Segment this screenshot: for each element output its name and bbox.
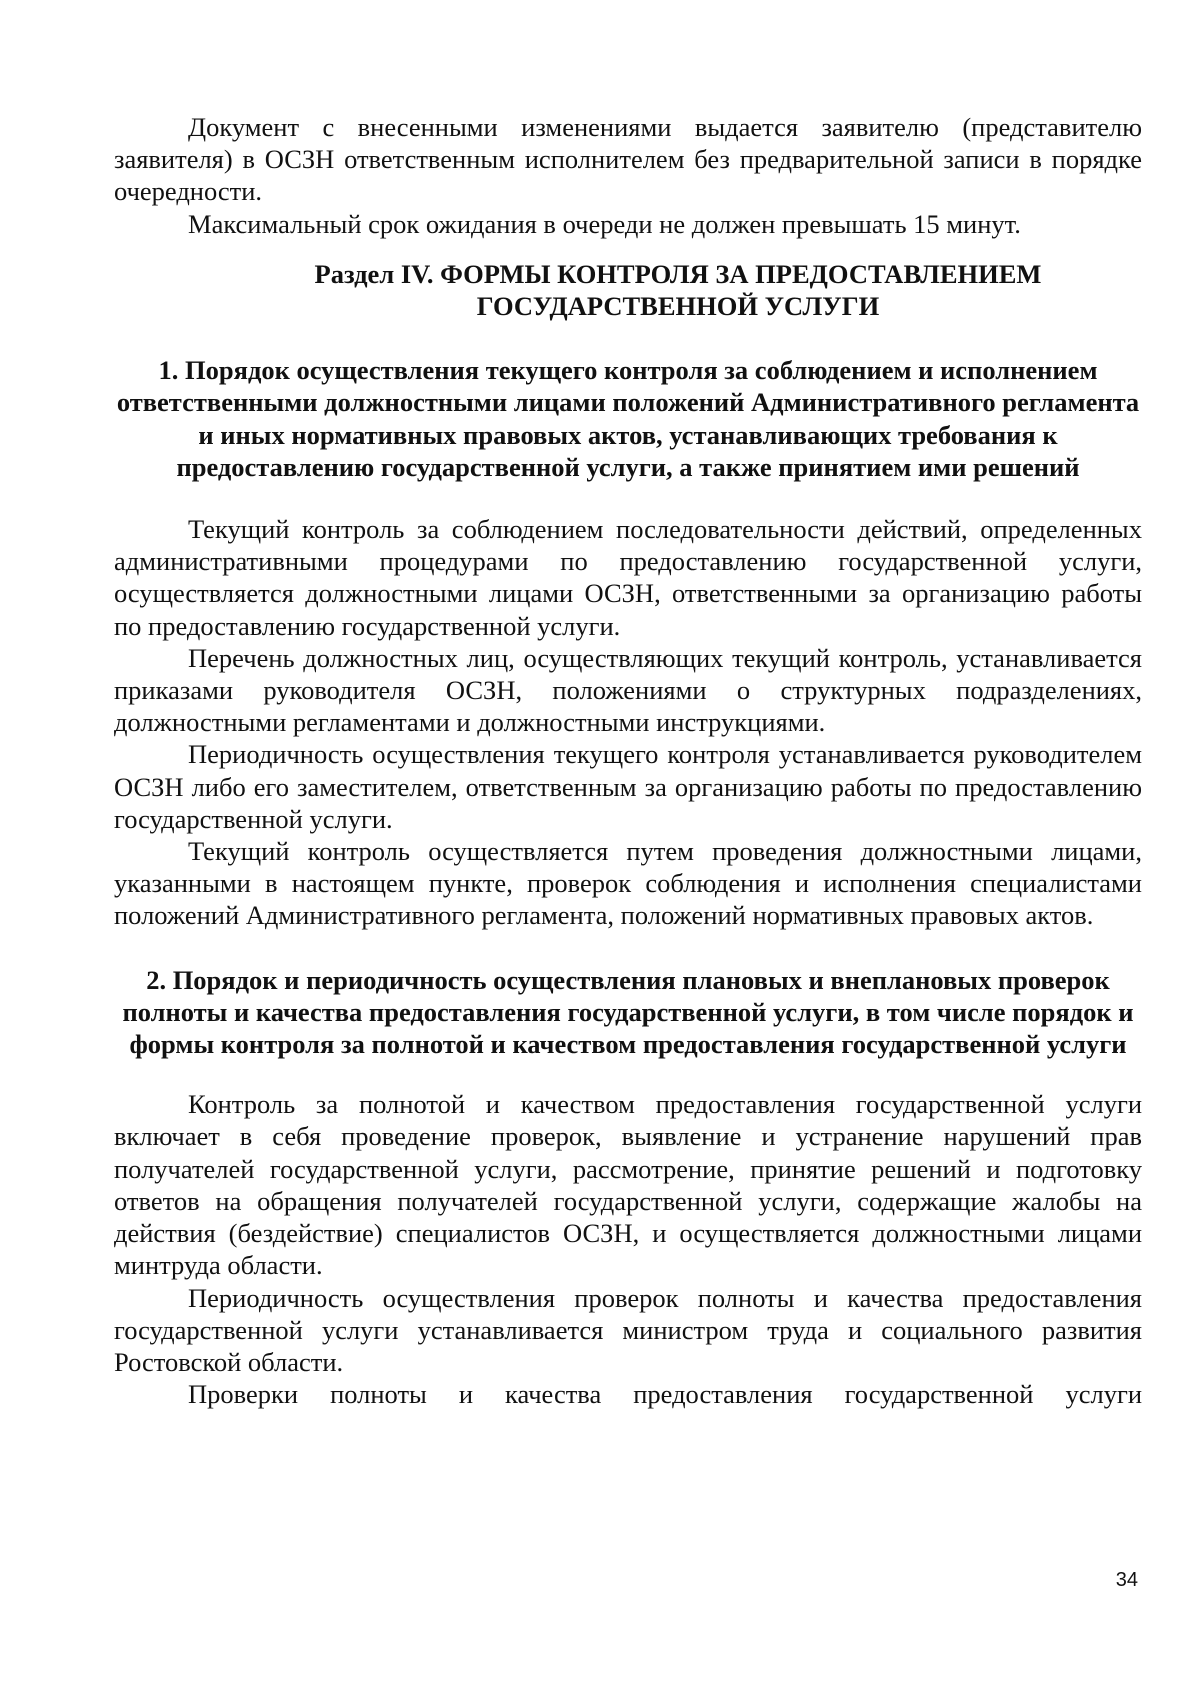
paragraph: Максимальный срок ожидания в очереди не должен превышать 15 минут.: [188, 208, 1021, 239]
page-content: [114, 111, 1142, 1410]
paragraph: Проверки полноты и качества предоставления государственной услуги: [188, 1379, 1142, 1410]
paragraph: Периодичность осуществления текущего контроля устанавливается руководителем ОСЗН либо его заместителем, ответственным за организацию работы по предоставлению государственной услуги.: [114, 739, 1142, 834]
page-number: 34: [1115, 1569, 1138, 1591]
paragraph: Периодичность осуществления проверок полноты и качества предоставления государственной услуги устанавливается министром труда и социального развития Ростовской области.: [114, 1282, 1142, 1377]
subsection-heading: 1. Порядок осуществления текущего контроля за соблюдением и исполнением ответственными должностными лицами положений Административного регламента и иных нормативных правовых актов, устанавливающих требования к предоставлению государственной услуги, а также принятием ими решений: [116, 355, 1140, 482]
paragraph: Текущий контроль осуществляется путем проведения должностными лицами, указанными в настоящем пункте, проверок соблюдения и исполнения специалистами положений Административного регламента, положений нормативных правовых актов.: [114, 836, 1142, 931]
subsection-heading: 2. Порядок и периодичность осуществления плановых и внеплановых проверок полноты и качества предоставления государственной услуги, в том числе порядок и формы контроля за полнотой и качеством предоставления государственной услуги: [122, 964, 1134, 1060]
paragraph: Текущий контроль за соблюдением последовательности действий, определенных административными процедурами по предоставлению государственной услуги, осуществляется должностными лицами ОСЗН, ответственными за организацию работы по предоставлению государственной услуги.: [114, 514, 1142, 641]
paragraph: Документ с внесенными изменениями выдается заявителю (представителю заявителя) в ОСЗН ответственным исполнителем без предварительной записи в порядке очередности.: [114, 112, 1142, 207]
paragraph: Контроль за полнотой и качеством предоставления государственной услуги включает в себя проведение проверок, выявление и устранение нарушений прав получателей государственной услуги, рассмотрение, принятие решений и подготовку ответов на обращения получателей государственной услуги, содержащие жалобы на действия (бездействие) специалистов ОСЗН, и осуществляется должностными лицами минтруда области.: [114, 1089, 1142, 1281]
paragraph: Перечень должностных лиц, осуществляющих текущий контроль, устанавливается приказами руководителя ОСЗН, положениями о структурных подразделениях, должностными регламентами и должностными инструкциями.: [114, 642, 1142, 738]
section-heading: Раздел IV. ФОРМЫ КОНТРОЛЯ ЗА ПРЕДОСТАВЛЕНИЕМ ГОСУДАРСТВЕННОЙ УСЛУГИ: [314, 258, 1042, 322]
